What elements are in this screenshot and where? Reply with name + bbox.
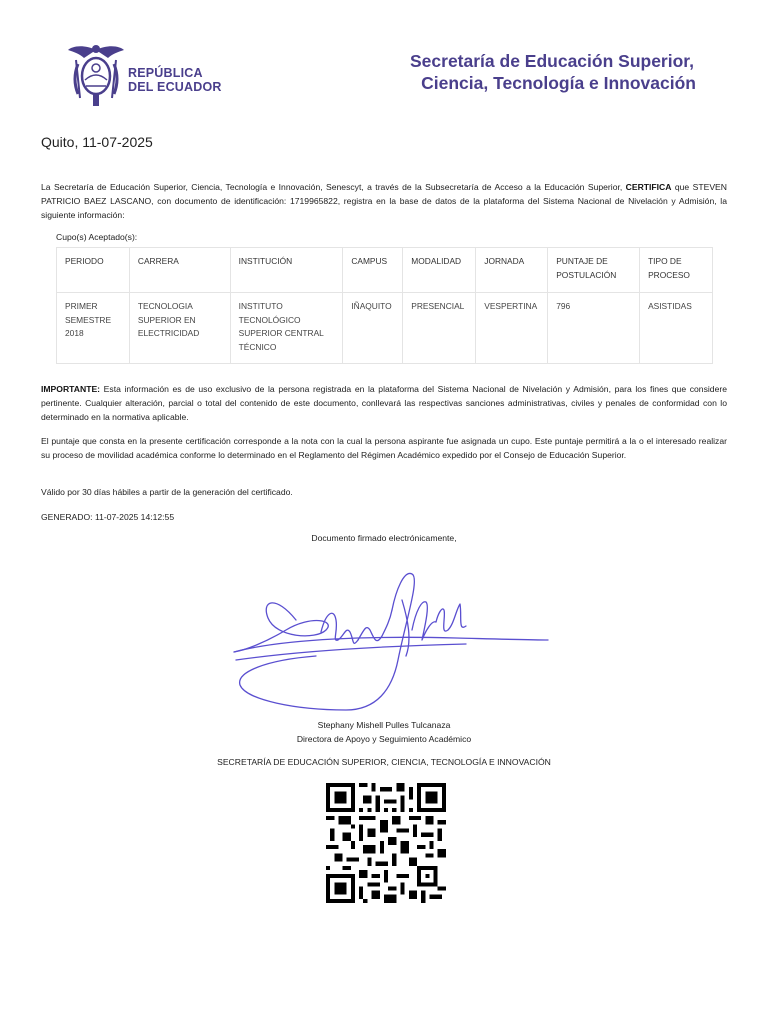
table-header-row [57,248,713,293]
generated-timestamp: GENERADO: 11-07-2025 14:12:55 [41,512,175,522]
header-carrera: CARRERA [129,248,230,293]
signer-organization: SECRETARÍA DE EDUCACIÓN SUPERIOR, CIENCIA, TECNOLOGÍA E INNOVACIÓN [217,757,551,767]
qr-code-icon [326,781,446,905]
cupos-table [56,247,713,364]
puntaje-note: El puntaje que consta en la presente certificación corresponde a la nota con la cual la persona aspirante fue asignada un cupo. Este puntaje permitirá a la o el interesado realizar su proceso de movilidad académica conforme lo determinado en el Reglamento del Régimen Académico expedido por el Consejo de Educación Superior. [41,436,727,460]
important-text: Esta información es de uso exclusivo de la persona registrada en la plataforma del Sistema Nacional de Nivelación y Admisión, para los fines que considere pertinente. Cualquier alteración, parcial o total del contenido de este documento, conllevará las respectivas sanciones administrativas, civiles y penales de conformidad con lo determinado en la normativa aplicable. [41,384,727,422]
header-jornada: JORNADA [476,248,548,293]
place-date: Quito, 11-07-2025 [41,134,153,150]
seal-line-1: REPÚBLICA [128,66,203,80]
cell-institucion: INSTITUTO TECNOLÓGICO SUPERIOR CENTRAL TÉCNICO [230,293,343,364]
cell-tipo-proceso: ASISTIDAS [640,293,713,364]
cell-puntaje: 796 [548,293,640,364]
coat-of-arms-icon [66,40,126,108]
important-label: IMPORTANTE: [41,384,101,394]
important-paragraph [41,382,727,424]
document-header [0,36,768,106]
agency-line-1: Secretaría de Educación Superior, [410,51,694,71]
signature-image [226,560,556,720]
intro-paragraph [41,180,727,222]
signed-note: Documento firmado electrónicamente, [311,533,457,543]
agency-title [410,50,694,94]
table-row [57,293,713,364]
cell-campus: IÑAQUITO [343,293,403,364]
intro-text-before: La Secretaría de Educación Superior, Ciencia, Tecnología e Innovación, Senescyt, a través de la Subsecretaría de Acceso a la Educación Superior, [41,182,626,192]
signer-name: Stephany Mishell Pulles Tulcanaza [317,720,451,730]
cupos-label: Cupo(s) Aceptado(s): [56,232,138,242]
seal-line-2: DEL ECUADOR [128,80,222,94]
header-tipo-proceso: TIPO DE PROCESO [640,248,713,293]
cell-jornada: VESPERTINA [476,293,548,364]
cell-modalidad: PRESENCIAL [403,293,476,364]
certifica-label: CERTIFICA [625,182,672,192]
header-puntaje: PUNTAJE DE POSTULACIÓN [548,248,640,293]
cell-carrera: TECNOLOGIA SUPERIOR EN ELECTRICIDAD [129,293,230,364]
agency-line-2: Ciencia, Tecnología e Innovación [421,73,696,93]
header-modalidad: MODALIDAD [403,248,476,293]
republica-del-ecuador-label [128,66,222,94]
header-institucion: INSTITUCIÓN [230,248,343,293]
cell-periodo: PRIMER SEMESTRE 2018 [57,293,130,364]
header-periodo: PERIODO [57,248,130,293]
header-campus: CAMPUS [343,248,403,293]
signer-role: Directora de Apoyo y Seguimiento Académico [296,734,472,744]
validity-note: Válido por 30 días hábiles a partir de la generación del certificado. [41,487,293,497]
intro-text-after: que STEVEN PATRICIO BAEZ LASCANO, con documento de identificación: 1719965822, registra en la base de datos de la plataforma del Sistema Nacional de Nivelación y Admisión, la siguiente información: [41,182,727,220]
